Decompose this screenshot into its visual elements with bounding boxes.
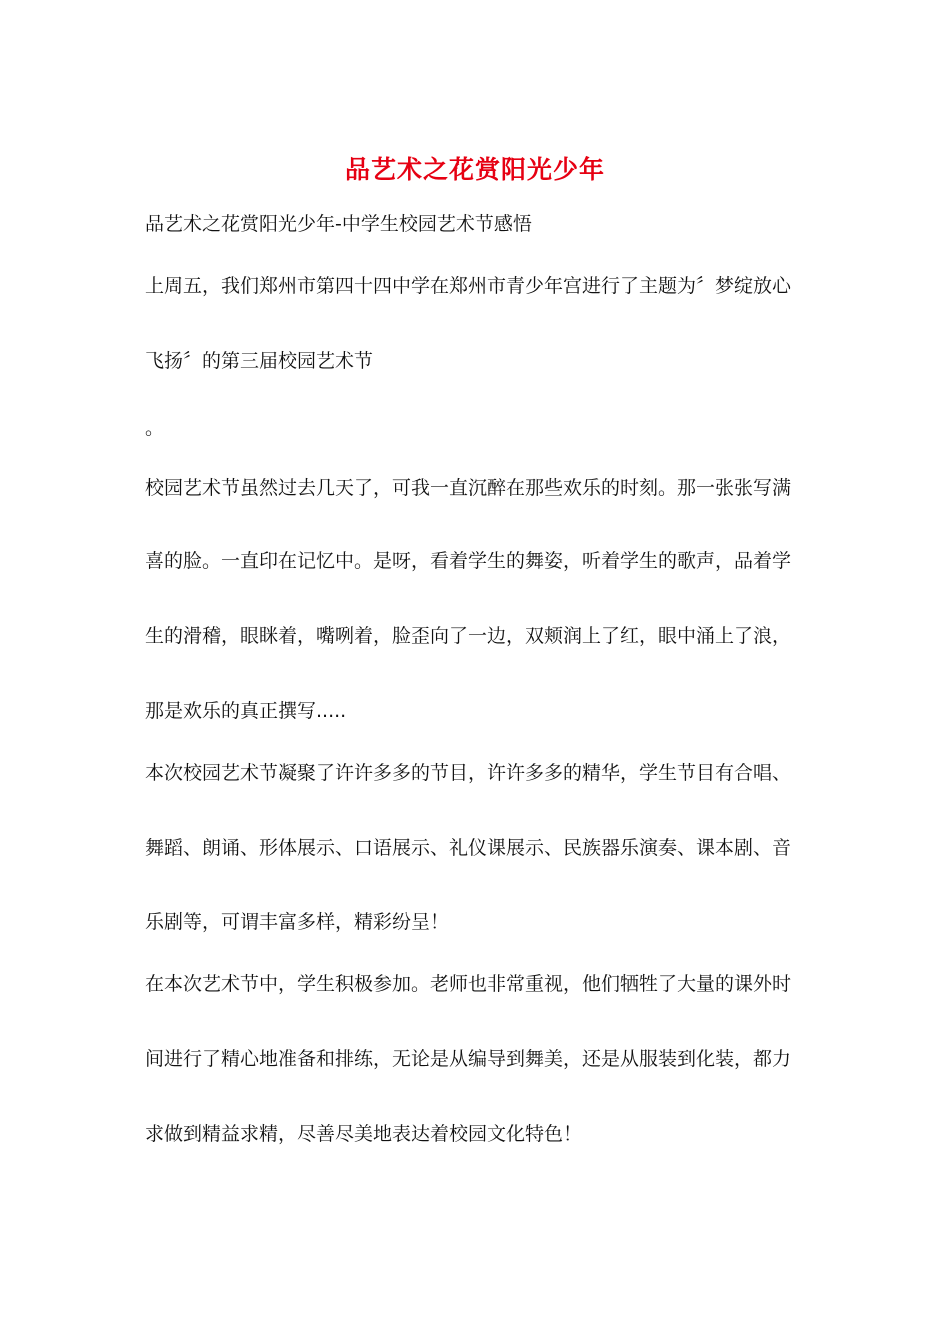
paragraph-line: 舞蹈、朗诵、形体展示、口语展示、礼仪课展示、民族器乐演奏、课本剧、音	[145, 837, 792, 859]
paragraph-line: 间进行了精心地准备和排练，无论是从编导到舞美，还是从服装到化装，都力	[145, 1048, 792, 1070]
subtitle-line: 品艺术之花赏阳光少年-中学生校园艺术节感悟	[145, 213, 532, 235]
paragraph-line: 乐剧等，可谓丰富多样，精彩纷呈！	[145, 911, 450, 933]
paragraph-line: 生的滑稽，眼眯着，嘴咧着，脸歪向了一边，双颊润上了红，眼中涌上了浪，	[145, 625, 792, 647]
paragraph-line: 。	[145, 417, 165, 439]
paragraph-line: 喜的脸。一直印在记忆中。是呀，看着学生的舞姿，听着学生的歌声，品着学	[145, 550, 792, 572]
paragraph-line: 在本次艺术节中，学生积极参加。老师也非常重视，他们牺牲了大量的课外时	[145, 973, 792, 995]
paragraph-line: 校园艺术节虽然过去几天了，可我一直沉醉在那些欢乐的时刻。那一张张写满	[145, 477, 792, 499]
paragraph-line: 那是欢乐的真正撰写.....	[145, 700, 347, 722]
paragraph-line: 求做到精益求精，尽善尽美地表达着校园文化特色！	[145, 1123, 583, 1145]
paragraph-line: 本次校园艺术节凝聚了许许多多的节目，许许多多的精华，学生节目有合唱、	[145, 762, 792, 784]
document-title: 品艺术之花赏阳光少年	[344, 155, 605, 184]
paragraph-line: 上周五，我们郑州市第四十四中学在郑州市青少年宫进行了主题为〞梦绽放心	[145, 275, 792, 297]
paragraph-line: 飞扬〞的第三届校园艺术节	[145, 350, 374, 372]
